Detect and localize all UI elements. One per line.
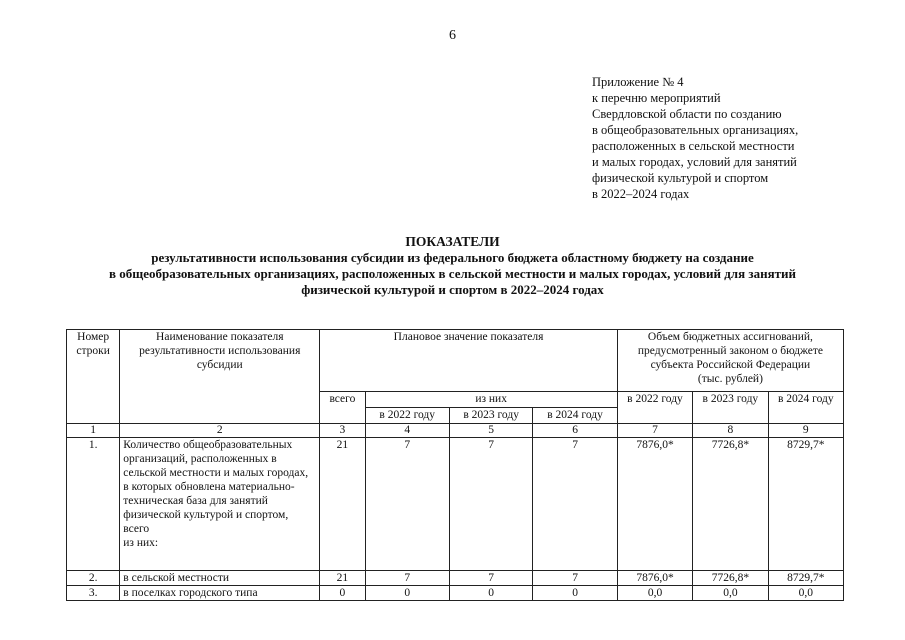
appendix-line: Свердловской области по созданию bbox=[592, 107, 782, 121]
row-budget-2022: 7876,0* bbox=[617, 571, 692, 586]
header-budget-text: Объем бюджетных ассигнований, предусмотренный законом о бюджете субъекта Российской Федерации bbox=[637, 331, 823, 371]
column-number: 7 bbox=[617, 424, 692, 438]
appendix-line: в общеобразовательных организациях, bbox=[592, 123, 799, 137]
indicators-table bbox=[66, 329, 844, 601]
header-plan-2023: в 2023 году bbox=[449, 408, 532, 424]
row-indicator-name bbox=[120, 438, 320, 571]
column-number: 9 bbox=[768, 424, 843, 438]
header-budget-units: (тыс. рублей) bbox=[697, 373, 763, 385]
row-budget-2023: 0,0 bbox=[693, 586, 768, 601]
row-budget-2023: 7726,8* bbox=[693, 438, 768, 571]
page-number: 6 bbox=[449, 28, 456, 43]
row-total: 21 bbox=[320, 438, 365, 571]
row-plan-2024: 7 bbox=[533, 438, 617, 571]
column-number: 1 bbox=[67, 424, 120, 438]
header-indicator-name: Наименование показателя результативности использования субсидии bbox=[120, 330, 320, 424]
title-line: физической культурой и спортом в 2022–2024 годах bbox=[301, 282, 604, 297]
appendix-line: к перечню мероприятий bbox=[592, 91, 721, 105]
table-row bbox=[67, 571, 844, 586]
column-number: 3 bbox=[320, 424, 365, 438]
header-row-number: Номер строки bbox=[67, 330, 120, 424]
row-plan-2022: 7 bbox=[365, 571, 449, 586]
header-plan-2022: в 2022 году bbox=[365, 408, 449, 424]
row-plan-2022: 7 bbox=[365, 438, 449, 571]
row-budget-2022: 7876,0* bbox=[617, 438, 692, 571]
row-indicator-name: в сельской местности bbox=[120, 571, 320, 586]
appendix-line: физической культурой и спортом bbox=[592, 171, 769, 185]
table-row bbox=[67, 438, 844, 571]
appendix-line: Приложение № 4 bbox=[592, 75, 684, 89]
column-number: 8 bbox=[693, 424, 768, 438]
column-number: 4 bbox=[365, 424, 449, 438]
row-plan-2023: 0 bbox=[449, 586, 532, 601]
row-indicator-suffix: из них: bbox=[123, 537, 159, 549]
column-number: 2 bbox=[120, 424, 320, 438]
row-total: 0 bbox=[320, 586, 365, 601]
row-number: 2. bbox=[67, 571, 120, 586]
appendix-line: и малых городах, условий для занятий bbox=[592, 155, 797, 169]
row-number: 3. bbox=[67, 586, 120, 601]
header-budget-2024: в 2024 году bbox=[768, 392, 843, 424]
table-row bbox=[67, 586, 844, 601]
column-number: 5 bbox=[449, 424, 532, 438]
title-line: в общеобразовательных организациях, расположенных в сельской местности и малых городах, условий для занятий bbox=[109, 266, 796, 281]
header-budget bbox=[617, 330, 843, 392]
title-main: ПОКАЗАТЕЛИ bbox=[405, 234, 500, 249]
header-total: всего bbox=[320, 392, 365, 424]
row-total: 21 bbox=[320, 571, 365, 586]
header-budget-2022: в 2022 году bbox=[617, 392, 692, 424]
header-of-them: из них bbox=[365, 392, 617, 408]
row-plan-2023: 7 bbox=[449, 438, 532, 571]
row-plan-2024: 0 bbox=[533, 586, 617, 601]
row-budget-2022: 0,0 bbox=[617, 586, 692, 601]
column-number: 6 bbox=[533, 424, 617, 438]
row-budget-2024: 0,0 bbox=[768, 586, 843, 601]
row-number: 1. bbox=[67, 438, 120, 571]
row-plan-2022: 0 bbox=[365, 586, 449, 601]
row-indicator-text: Количество общеобразовательных организаций, расположенных в сельской местности и малых городах, в которых обновлена материально-техническая база для занятий физической культурой и спортом, всего bbox=[123, 439, 309, 535]
header-budget-2023: в 2023 году bbox=[693, 392, 768, 424]
appendix-line: расположенных в сельской местности bbox=[592, 139, 795, 153]
header-plan-2024: в 2024 году bbox=[533, 408, 617, 424]
appendix-line: в 2022–2024 годах bbox=[592, 187, 690, 201]
row-plan-2023: 7 bbox=[449, 571, 532, 586]
appendix-note bbox=[592, 74, 798, 202]
row-indicator-name: в поселках городского типа bbox=[120, 586, 320, 601]
title-line: результативности использования субсидии из федерального бюджета областному бюджету на создание bbox=[151, 250, 754, 265]
row-budget-2023: 7726,8* bbox=[693, 571, 768, 586]
document-title bbox=[0, 234, 905, 298]
row-plan-2024: 7 bbox=[533, 571, 617, 586]
row-budget-2024: 8729,7* bbox=[768, 438, 843, 571]
header-planned-value: Плановое значение показателя bbox=[320, 330, 618, 392]
row-budget-2024: 8729,7* bbox=[768, 571, 843, 586]
